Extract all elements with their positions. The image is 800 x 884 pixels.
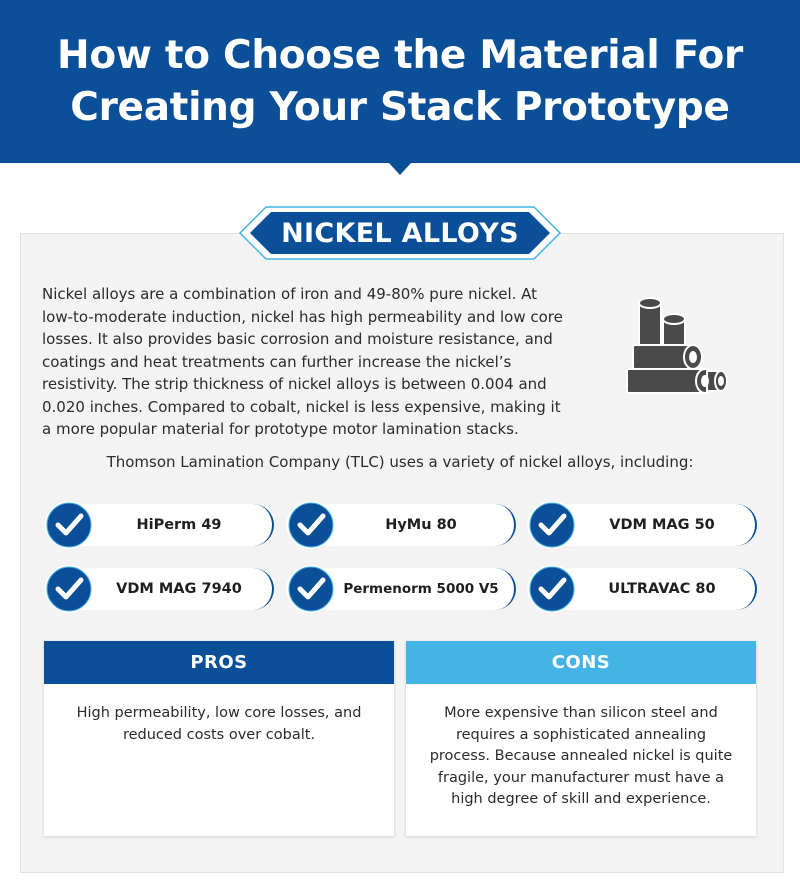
alloy-label: VDM MAG 50 bbox=[609, 517, 715, 533]
cons-text: More expensive than silicon steel and requires a sophisticated annealing process. Because annealed nickel is quite fragile, your manufacturer must have a high degree of skill and experience. bbox=[429, 705, 733, 807]
checkmark-icon bbox=[527, 500, 577, 550]
checkmark-icon bbox=[286, 500, 336, 550]
alloy-label: HyMu 80 bbox=[385, 517, 457, 533]
alloy-label: HiPerm 49 bbox=[136, 517, 222, 533]
checkmark-icon bbox=[44, 564, 94, 614]
pros-heading: PROS bbox=[44, 641, 394, 684]
page-header bbox=[0, 0, 800, 163]
alloy-item bbox=[527, 500, 757, 550]
alloy-item bbox=[527, 564, 757, 614]
section-title: NICKEL ALLOYS bbox=[281, 217, 519, 249]
intro-paragraph: Nickel alloys are a combination of iron and 49-80% pure nickel. At low-to-moderate induction, nickel has high permeability and low core losses. It also provides basic corrosion and moisture resistance, and coatings and heat treatments can further increase the nickel’s resistivity. The strip thickness of nickel alloys is between 0.004 and 0.020 inches. Compared to cobalt, nickel is less expensive, making it a more popular material for prototype motor lamination stacks. bbox=[42, 285, 563, 438]
section-title-badge bbox=[238, 205, 562, 261]
checkmark-icon bbox=[286, 564, 336, 614]
alloys-intro-text: Thomson Lamination Company (TLC) uses a variety of nickel alloys, including: bbox=[106, 453, 694, 471]
alloy-item bbox=[44, 500, 274, 550]
alloy-label: VDM MAG 7940 bbox=[116, 581, 242, 597]
page-title: How to Choose the Material For Creating Your Stack Prototype bbox=[57, 32, 743, 130]
alloy-item bbox=[286, 500, 516, 550]
cons-heading: CONS bbox=[406, 641, 756, 684]
pros-panel bbox=[44, 641, 394, 836]
checkmark-icon bbox=[527, 564, 577, 614]
pros-text: High permeability, low core losses, and reduced costs over cobalt. bbox=[76, 705, 362, 743]
alloy-item bbox=[44, 564, 274, 614]
alloy-item bbox=[286, 564, 516, 614]
cons-panel bbox=[406, 641, 756, 836]
alloy-label: ULTRAVAC 80 bbox=[608, 581, 716, 597]
metal-rods-icon bbox=[625, 297, 729, 399]
header-pointer bbox=[389, 163, 411, 175]
alloy-label: Permenorm 5000 V5 bbox=[343, 581, 499, 597]
checkmark-icon bbox=[44, 500, 94, 550]
